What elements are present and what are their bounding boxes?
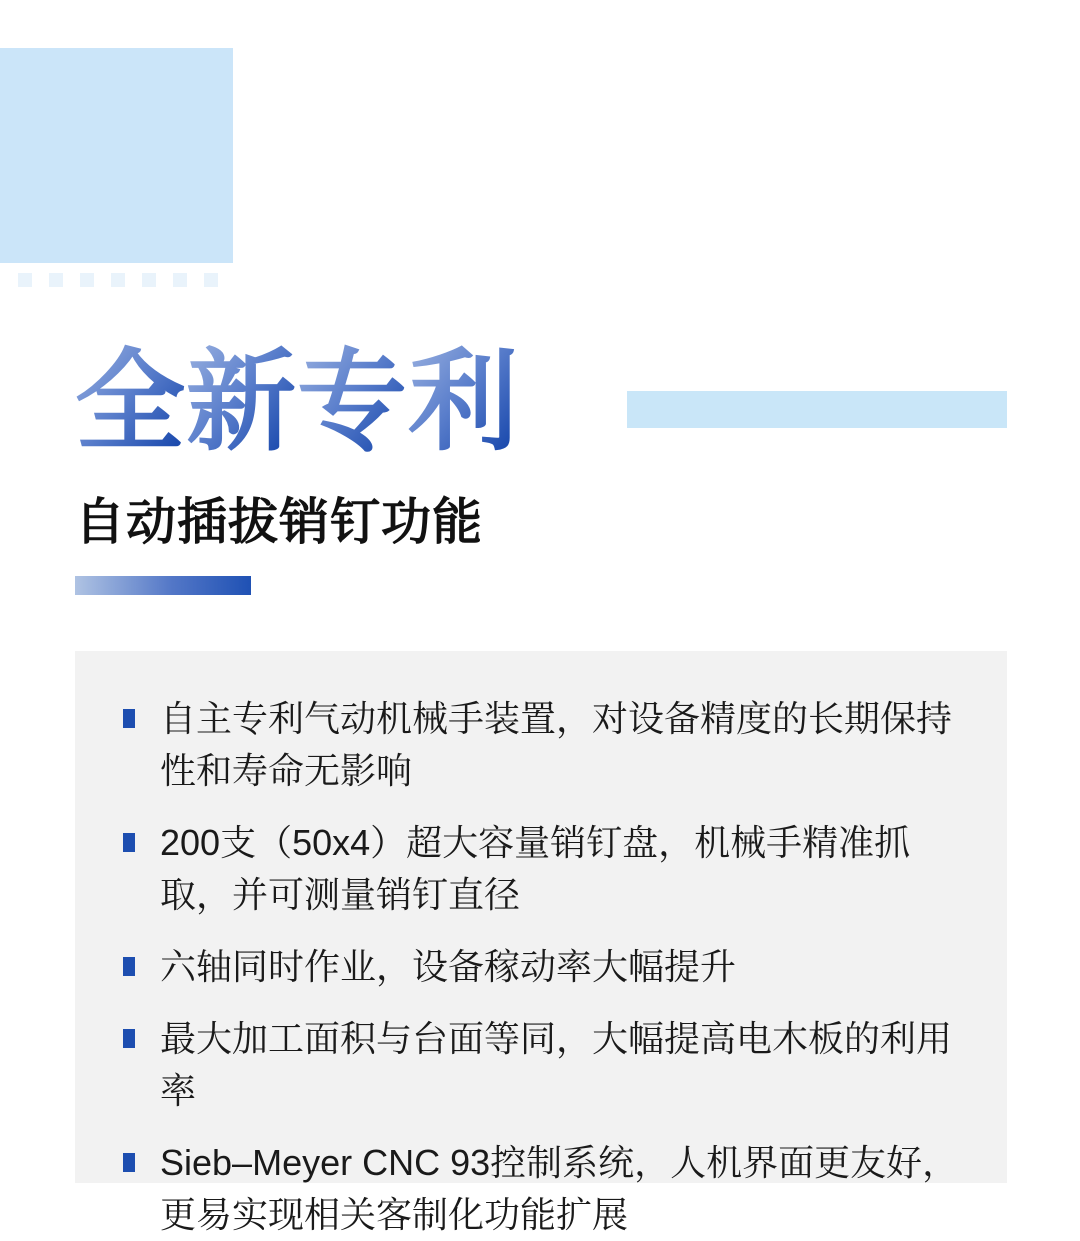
bullet-square-icon	[123, 1029, 135, 1048]
title-char: 专	[297, 341, 408, 464]
list-item	[123, 817, 971, 921]
decor-blue-bar	[627, 391, 1007, 428]
subtitle-underline-bar	[75, 576, 251, 595]
feature-text: 自主专利气动机械手装置，对设备精度的长期保持性和寿命无影响	[160, 698, 953, 791]
list-item	[123, 693, 971, 797]
decor-dash	[204, 273, 218, 287]
decor-dash	[49, 273, 63, 287]
feature-text: 200支（50x4）超大容量销钉盘，机械手精准抓取，并可测量销钉直径	[160, 822, 911, 915]
page-title	[75, 341, 519, 464]
feature-text: Sieb–Meyer CNC 93控制系统，人机界面更友好，更易实现相关客制化功能扩展	[160, 1142, 959, 1235]
bullet-square-icon	[123, 709, 135, 728]
list-item	[123, 1013, 971, 1117]
decor-dash	[18, 273, 32, 287]
decor-dash	[173, 273, 187, 287]
decor-blue-square	[0, 48, 233, 263]
features-panel	[75, 651, 1007, 1235]
title-char: 新	[186, 341, 297, 464]
page-subtitle: 自动插拔销钉功能	[75, 494, 483, 550]
title-char: 全	[75, 341, 186, 464]
feature-text: 六轴同时作业，设备稼动率大幅提升	[160, 946, 737, 987]
features-list	[123, 693, 971, 1241]
bullet-square-icon	[123, 833, 135, 852]
decor-dash	[142, 273, 156, 287]
list-item	[123, 1137, 971, 1241]
list-item	[123, 941, 971, 993]
decor-dash	[111, 273, 125, 287]
decor-dash-row	[18, 273, 218, 287]
title-char: 利	[408, 341, 519, 464]
bullet-square-icon	[123, 957, 135, 976]
feature-text: 最大加工面积与台面等同，大幅提高电木板的利用率	[160, 1018, 953, 1111]
bullet-square-icon	[123, 1153, 135, 1172]
decor-dash	[80, 273, 94, 287]
